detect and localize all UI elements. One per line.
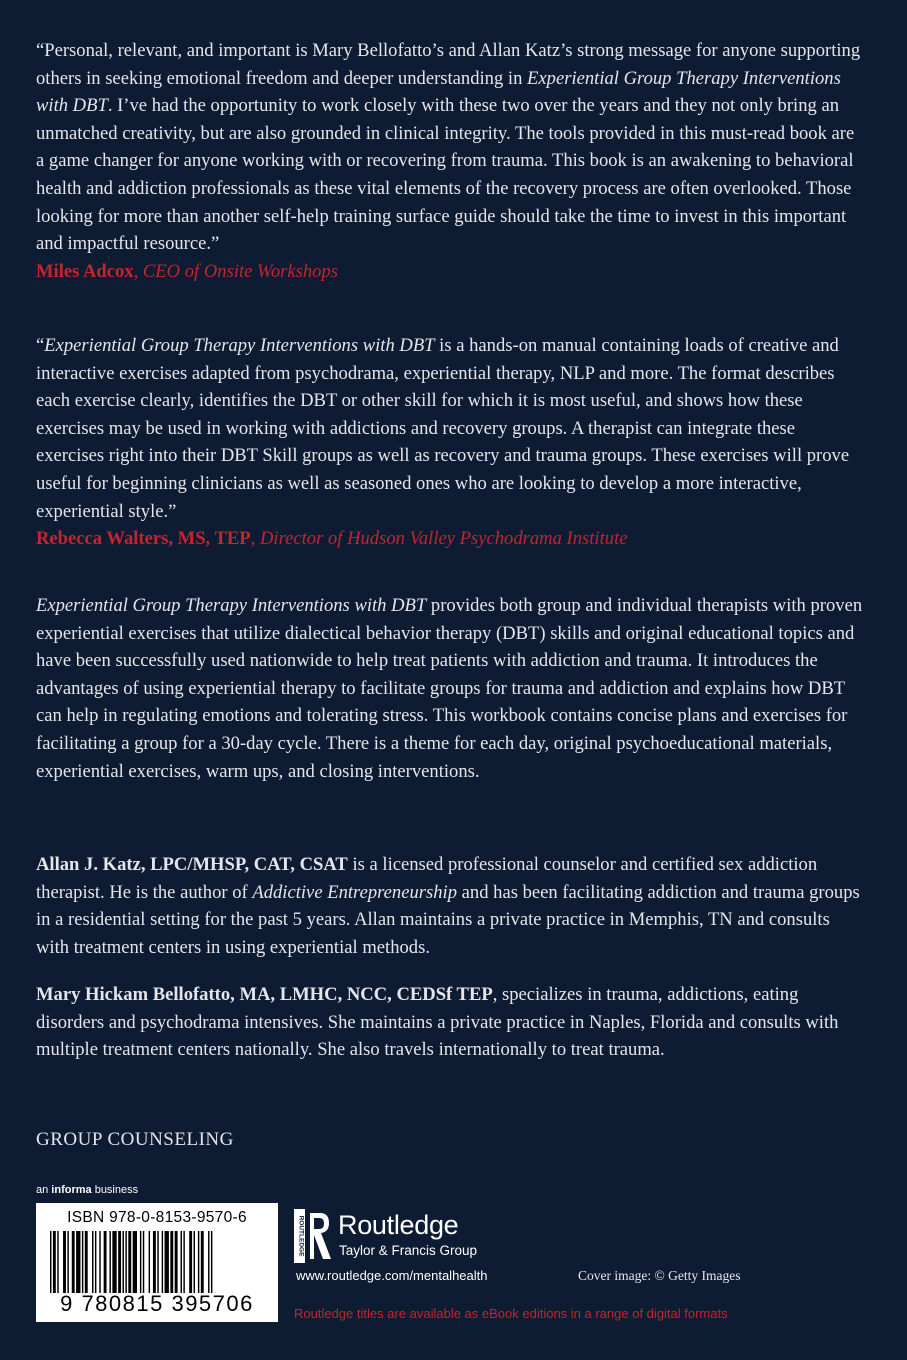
barcode-bar xyxy=(153,1231,156,1293)
barcode-bar xyxy=(92,1231,93,1293)
quote-2-body: is a hands-on manual containing loads of creative and interactive exercises adapted from psychodrama, experiential therapy, NLP and more. The format describes each exercise clearly, identifies the DBT or other skill for which it is most useful, and shows how these exercises may be used in working with addictions and recovery groups. A therapist can integrate these exercises right into their DBT Skill groups as well as recovery and trauma groups. These exercises will prove useful for beginning clinicians as well as seasoned ones who are looking to develop a more interactive, experiential style.” xyxy=(36,335,850,522)
quote-1-sep: , xyxy=(133,260,143,282)
quote-2-attribution xyxy=(36,525,866,553)
description-book-title: Experiential Group Therapy Interventions with DBT xyxy=(36,595,427,616)
informa-tagline xyxy=(36,1184,138,1196)
barcode-bar xyxy=(123,1231,124,1293)
quote-2-author-role: Director of Hudson Valley Psychodrama Institute xyxy=(259,528,628,550)
barcode-bar xyxy=(162,1231,163,1293)
quote-1-author-role: CEO of Onsite Workshops xyxy=(142,260,338,282)
barcode-bar xyxy=(50,1231,51,1293)
publisher-url[interactable]: www.routledge.com/mentalhealth xyxy=(296,1268,488,1283)
barcode-bar xyxy=(198,1231,199,1293)
barcode-bar xyxy=(149,1231,150,1293)
barcode-bar xyxy=(211,1231,212,1293)
barcode-bar xyxy=(82,1231,83,1293)
quote-1-text xyxy=(36,37,866,258)
barcode-bar xyxy=(104,1231,107,1293)
quote-2-author-name: Rebecca Walters, MS, TEP xyxy=(36,528,251,550)
barcode-bar xyxy=(183,1231,184,1293)
routledge-vertical-text: ROUTLEDGE xyxy=(297,1215,305,1257)
quote-2-text xyxy=(36,332,866,525)
bio-1-name: Allan J. Katz, LPC/MHSP, CAT, CSAT xyxy=(36,854,348,875)
cover-image-credit: Cover image: © Getty Images xyxy=(578,1268,741,1283)
barcode-bar xyxy=(189,1231,192,1293)
quote-2-sep: , xyxy=(250,528,260,550)
barcode-bar xyxy=(95,1231,96,1293)
endorsement-quote-2 xyxy=(36,332,866,553)
subject-category: GROUP COUNSELING xyxy=(36,1129,234,1150)
quote-2-book-title: Experiential Group Therapy Interventions with DBT xyxy=(44,335,435,356)
barcode-bar xyxy=(67,1231,68,1293)
author-bio-bellofatto xyxy=(36,981,866,1064)
barcode-bar xyxy=(76,1231,80,1293)
barcode-bar xyxy=(118,1231,121,1293)
barcode-bar xyxy=(175,1231,178,1293)
book-description xyxy=(36,592,866,785)
barcode-bars xyxy=(50,1231,264,1293)
publisher-group: Taylor & Francis Group xyxy=(339,1243,478,1258)
informa-suffix: business xyxy=(91,1184,139,1196)
barcode-bar xyxy=(53,1231,56,1293)
publisher-name: Routledge xyxy=(338,1210,459,1240)
barcode-bar xyxy=(57,1231,58,1293)
barcode-bar xyxy=(63,1231,66,1293)
quote-1-book-title: Experiential Group Therapy Interventions with DBT xyxy=(36,67,841,117)
barcode-bar xyxy=(194,1231,195,1293)
ebook-note: Routledge titles are available as eBook editions in a range of digital formats xyxy=(294,1306,728,1321)
barcode-bar xyxy=(140,1231,141,1293)
bio-2-name: Mary Hickam Bellofatto, MA, LMHC, NCC, CEDSf TEP xyxy=(36,984,493,1005)
informa-brand: informa xyxy=(51,1184,92,1196)
author-bio-katz xyxy=(36,851,866,961)
barcode-bar xyxy=(201,1231,204,1293)
quote-2-open: “ xyxy=(36,335,45,356)
barcode-bar xyxy=(109,1231,110,1293)
barcode-bar xyxy=(181,1231,182,1293)
barcode-digits: 9 780815 395706 xyxy=(60,1291,254,1316)
barcode-bar xyxy=(128,1231,131,1293)
quote-1-text-b: . I’ve had the opportunity to work closely with these two over the years and they not only bring an unmatched creativity, but are also grounded in clinical integrity. The tools provided in this must-read book are a game changer for anyone working with or recovering from trauma. This book is an awakening to behavioral health and addiction professionals as these vital elements of the recovery process are often overlooked. Those looking for more than another self-help training surface guide should take the time to invest in this important and impactful resource.” xyxy=(36,95,855,255)
barcode-bar xyxy=(143,1231,144,1293)
informa-prefix: an xyxy=(36,1184,52,1196)
description-text: provides both group and individual therapists with proven experiential exercises that utilize dialectical behavior therapy (DBT) skills and original educational topics and have been successfully used nationwide to help treat patients with addiction and trauma. It introduces the advantages of using experiential therapy to facilitate groups for trauma and addiction and explains how DBT can help in regulating emotions and tolerating stress. This workbook contains concise plans and exercises for facilitating a group for a 30-day cycle. There is a theme for each day, original psychoeducational materials, experiential exercises, warm ups, and closing interventions. xyxy=(36,595,863,782)
barcode-bar xyxy=(125,1231,126,1293)
bio-2-text: , specializes in trauma, addictions, eating disorders and psychodrama intensives. She maintains a private practice in Naples, Florida and consults with multiple treatment centers nationally. She also travels internationally to treat trauma. xyxy=(36,984,839,1061)
quote-1-author-name: Miles Adcox xyxy=(36,260,134,282)
barcode-bar xyxy=(133,1231,137,1293)
barcode-bar xyxy=(165,1231,169,1293)
isbn-barcode xyxy=(36,1203,278,1322)
quote-1-text-a: “Personal, relevant, and important is Mary Bellofatto’s and Allan Katz’s strong message for anyone supporting others in seeking emotional freedom and deeper understanding in xyxy=(36,40,861,89)
bio-1-text-a: is a licensed professional counselor and certified sex addiction therapist. He is the author of xyxy=(36,854,818,903)
barcode-bar xyxy=(170,1231,173,1293)
barcode-bar xyxy=(85,1231,88,1293)
quote-1-attribution xyxy=(36,258,866,286)
barcode-bar xyxy=(112,1231,116,1293)
endorsement-quote-1 xyxy=(36,37,866,285)
barcode-bar xyxy=(208,1231,209,1293)
bio-1-other-book: Addictive Entrepreneurship xyxy=(252,881,458,903)
barcode-bar xyxy=(99,1231,100,1293)
barcode-bar xyxy=(72,1231,75,1293)
barcode-bar xyxy=(157,1231,158,1293)
routledge-logo-icon xyxy=(294,1209,332,1263)
isbn-label: ISBN 978-0-8153-9570-6 xyxy=(67,1209,247,1226)
bio-1-text-b: and has been facilitating addiction and trauma groups in a residential setting for the past 5 years. Allan maintains a private practice in Memphis, TN and consults with treatment centers in using experiential methods. xyxy=(36,881,860,958)
